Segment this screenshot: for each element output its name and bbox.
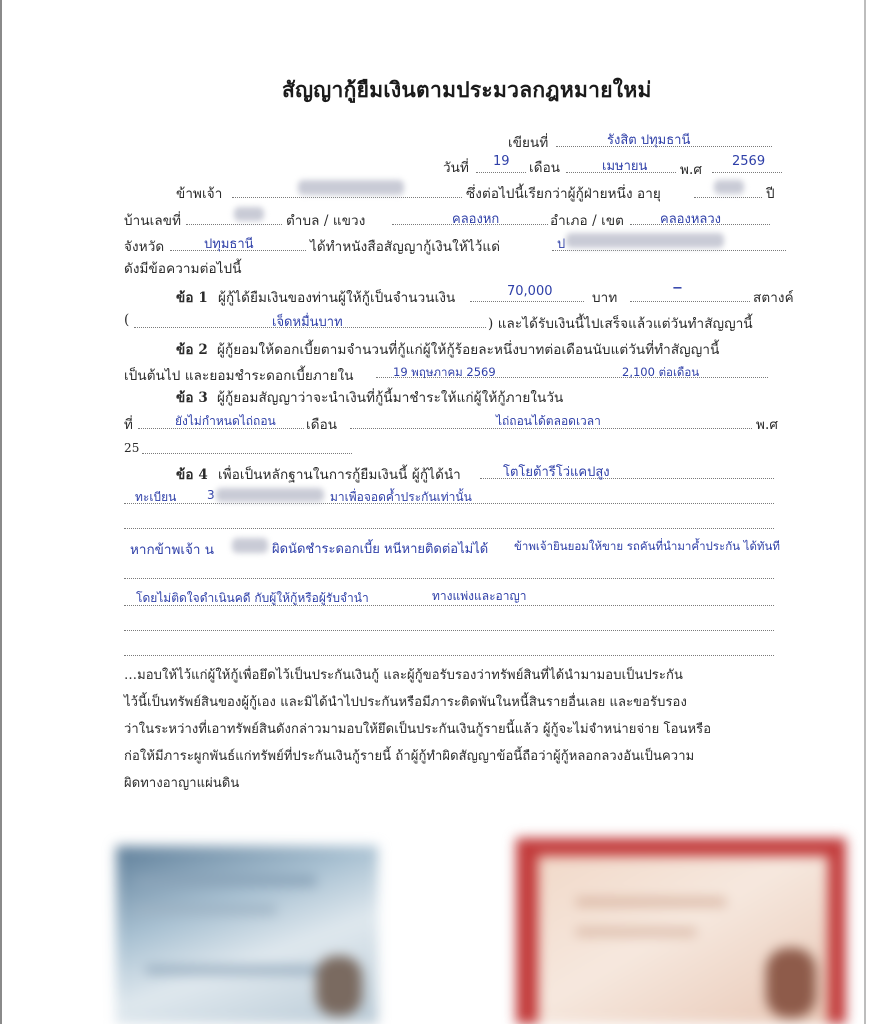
clause-1-end: ) และได้รับเงินนี้ไปเสร็จแล้วแต่วันทำสัญญานี้: [488, 316, 753, 332]
paragraph-line-4: ก่อให้มีภาระผูกพันธ์แก่ทรัพย์ที่ประกันเงินกู้รายนี้ ถ้าผู้กู้ทำผิดสัญญาข้อนี้ถือว่าผู้กู้หลอกลวงอันเป็นความ: [124, 749, 695, 764]
age-unit: ปี: [766, 186, 775, 202]
subdistrict-label: ตำบล / แขวง: [286, 213, 366, 229]
house-no-line: [186, 224, 282, 225]
made-contract-text: ได้ทำหนังสือสัญญากู้เงินให้ไว้แด่: [310, 239, 501, 255]
house-no-redacted: [234, 207, 264, 221]
day-value: 19: [493, 154, 510, 169]
document-title: สัญญากู้ยืมเงินตามประมวลกฎหมายใหม่: [282, 77, 652, 102]
handwritten-default: ผิดนัดชำระดอกเบี้ย หนีหายติดต่อไม่ได้: [272, 542, 489, 557]
lender-name-redacted: [566, 233, 724, 248]
month-label: เดือน: [529, 160, 561, 176]
handwritten-name-redacted: [232, 538, 268, 553]
handwritten-consent: ข้าพเจ้ายินยอมให้ขาย รถคันที่นำมาค้ำประกัน ได้ทันที: [514, 539, 780, 553]
amount-words: เจ็ดหมื่นบาท: [272, 315, 343, 330]
following-text: ดังมีข้อความต่อไปนี้: [124, 261, 242, 277]
borrower-name-redacted: [298, 180, 404, 195]
clause-4-text: เพื่อเป็นหลักฐานในการกู้ยืมเงินนี้ ผู้กู้ได้นำ: [218, 467, 461, 483]
written-at-label: เขียนที่: [508, 135, 549, 151]
open-paren: (: [124, 312, 130, 328]
red-card-photo: [516, 838, 846, 1024]
district-value: คลองหลวง: [660, 212, 722, 227]
day-line: [476, 172, 526, 173]
page-border-left: [0, 0, 2, 1024]
clause-3-text: ผู้กู้ยอมสัญญาว่าจะนำเงินที่กู้นี้มาชำระให้แก่ผู้ให้กู้ภายในวัน: [217, 390, 564, 406]
satang-line: [630, 301, 750, 302]
registration-note: มาเพื่อจอดค้ำประกันเท่านั้น: [330, 490, 472, 504]
house-no-label: บ้านเลขที่: [124, 213, 182, 229]
baht-label: บาท: [592, 290, 618, 306]
year-line: [712, 172, 782, 173]
due-year-line: [142, 453, 352, 454]
interest-date: 19 พฤษภาคม 2569: [393, 365, 496, 379]
district-label: อำเภอ / เขต: [550, 213, 625, 229]
clause-3-ti: ที่: [124, 417, 133, 433]
province-value: ปทุมธานี: [204, 237, 254, 252]
month-value: เมษายน: [602, 159, 648, 174]
clause-2-head: ข้อ 2: [176, 342, 208, 358]
paragraph-line-2: ไว้นี้เป็นทรัพย์สินของผู้กู้เอง และมิได้นำไปประกันหรือมีภาระติดพันในหนี้สินรายอื่นเลย และขอรับรอง: [124, 695, 687, 710]
clause-4-head: ข้อ 4: [176, 467, 208, 483]
clause-1-text: ผู้กู้ได้ยืมเงินของท่านผู้ให้กู้เป็นจำนวนเงิน: [218, 290, 456, 306]
due-year-prefix: 25: [124, 441, 140, 455]
due-month-value: ไถ่ถอนได้ตลอดเวลา: [496, 414, 601, 428]
satang-value: −: [672, 281, 683, 296]
blank-line-3: [124, 605, 774, 606]
subdistrict-value: คลองหก: [452, 212, 500, 227]
registration-label: ทะเบียน: [135, 490, 177, 504]
written-at-value: รังสิต ปทุมธานี: [607, 133, 691, 148]
borrower-prefix: ข้าพเจ้า: [176, 186, 223, 202]
lender-initial: ป: [557, 237, 566, 252]
lender-line: [552, 250, 786, 251]
due-day-value: ยังไม่กำหนดไถ่ถอน: [175, 414, 276, 428]
age-redacted: [714, 180, 744, 194]
date-label: วันที่: [443, 160, 470, 176]
interest-amount: 2,100 ต่อเดือน: [622, 365, 700, 379]
clause-2-line2: เป็นต้นไป และยอมชำระดอกเบี้ยภายใน: [124, 368, 354, 384]
clause-1-head: ข้อ 1: [176, 290, 208, 306]
due-year-label: พ.ศ: [756, 417, 779, 433]
blank-line-4: [124, 630, 774, 631]
paragraph-line-3: ว่าในระหว่างที่เอาทรัพย์สินดังกล่าวมามอบให้ยึดเป็นประกันเงินกู้รายนี้แล้ว ผู้กู้จะไม่จำหน่ายจ่าย โอนหรือ: [124, 722, 712, 737]
borrower-name-line: [232, 197, 462, 198]
clause-2-text: ผู้กู้ยอมให้ดอกเบี้ยตามจำนวนที่กู้แก่ผู้ให้กู้ร้อยละหนึ่งบาทต่อเดือนนับแต่วันที่ทำสัญญานี้: [217, 342, 720, 358]
borrower-suffix: ซึ่งต่อไปนี้เรียกว่าผู้กู้ฝ่ายหนึ่ง อายุ: [466, 186, 661, 202]
province-label: จังหวัด: [124, 239, 165, 255]
blank-line-5: [124, 655, 774, 656]
satang-label: สตางค์: [753, 290, 794, 306]
year-label: พ.ศ: [680, 162, 703, 178]
due-month-label: เดือน: [306, 417, 338, 433]
registration-prefix: 3: [207, 488, 215, 502]
handwritten-nosue: โดยไม่ติดใจดำเนินคดี กับผู้ให้กู้หรือผู้รับจำนำ: [136, 591, 369, 605]
amount-value: 70,000: [507, 284, 553, 299]
paragraph-line-5: ผิดทางอาญาแผ่นดิน: [124, 776, 240, 791]
blank-line-2: [124, 578, 774, 579]
blank-line-1: [124, 528, 774, 529]
page-border-right: [864, 0, 866, 1024]
clause-3-head: ข้อ 3: [176, 390, 208, 406]
handwritten-if: หากข้าพเจ้า น: [130, 542, 214, 558]
paragraph-line-1: …มอบให้ไว้แก่ผู้ให้กู้เพื่อยึดไว้เป็นประกันเงินกู้ และผู้กู้ขอรับรองว่าทรัพย์สินที่ได้นำมามอบเป็นประกัน: [124, 668, 683, 683]
age-line: [694, 197, 762, 198]
year-value: 2569: [732, 154, 766, 169]
amount-line: [470, 301, 584, 302]
registration-redacted: [216, 488, 324, 502]
handwritten-law: ทางแพ่งและอาญา: [432, 589, 527, 603]
collateral-value: โตโยต้ารีโว่แคปสูง: [503, 465, 610, 480]
id-card-photo: [116, 846, 378, 1024]
